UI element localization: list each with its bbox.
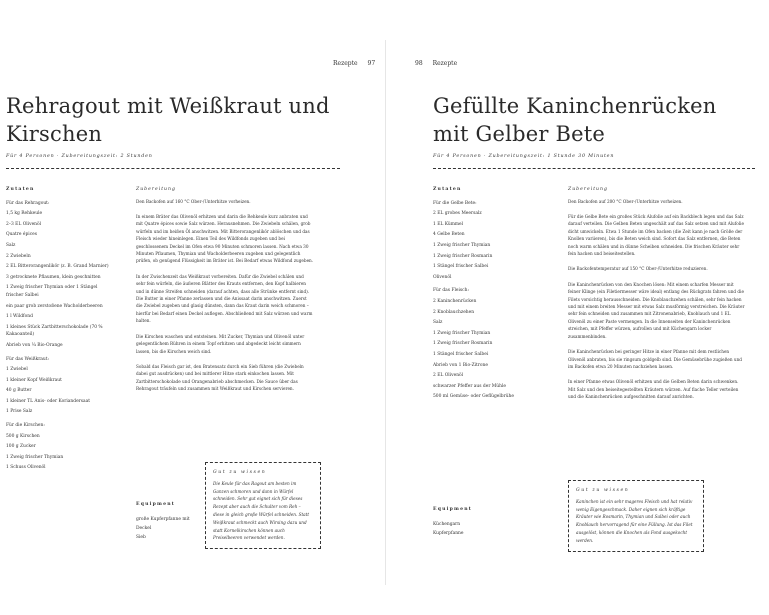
ingredient-item: 1 kleiner TL Anis- oder Koriandersaat (6, 398, 91, 404)
page-number: 98 (415, 60, 423, 67)
equipment-list (136, 515, 206, 542)
running-head-right (415, 60, 465, 67)
preparation-heading: Zubereitung (136, 187, 176, 192)
preparation-step: Die Backofentemperatur auf 150 °C Ober-/Unterhitze reduzieren. (568, 266, 708, 272)
page-number: 97 (367, 60, 376, 67)
preparation-step: In der Zwischenzeit das Weißkraut vorbereiten. Dafür die Zwiebel schälen und sehr fein würfeln, die äußeren Blätter des Krauts entfernen, den Kopf halbieren und in dünne Streifen schneiden (darauf achten, dass alle Strünke entfernt sind). Die Butter in einer Pfanne zerlassen und die Anissaat darin anschwitzen. Zuerst die Zwiebel zugeben und glasig dünsten, dann das Kraut darin weich schmoren – hierfür bei Bedarf einen Deckel auflegen. Abschließend mit Salz würzen und warm halten. (136, 273, 313, 324)
ingredient-item: 1 Zweig frischer Thymian (433, 330, 491, 336)
equipment-item: Sieb (136, 535, 146, 540)
ingredient-group-label: Für das Rehragout: (6, 200, 50, 206)
ingredient-item: 1 Stängel frischer Salbei (433, 351, 489, 357)
ingredient-item: ein paar grob zerstoßene Wacholderbeeren (6, 303, 103, 309)
ingredient-group (6, 422, 114, 472)
preparation-step: Für die Gelbe Bete ein großes Stück Alufolie auf ein Backblech legen und das Salz darauf verteilen. Die Gelben Beten ungeschält auf das Salz setzen und mit Alufolie dicht umwickeln. Etwa 1 Stunde im Ofen backen (die Zeit kann je nach Größe der Knollen variieren), bis die Beten weich sind. Sofort das Salz entfernen, die Beten noch warm schälen und in dünne Scheiben schneiden. Die frischen Kräuter sehr fein hacken und beiseitestellen. (568, 214, 744, 257)
equipment-item: Kupferpfanne (433, 531, 464, 536)
ingredients-column (433, 186, 541, 407)
ingredient-item: 3 getrocknete Pflaumen, klein geschnitten (6, 274, 101, 280)
ingredient-item: Quatre épices (6, 232, 38, 238)
ingredients-list (6, 200, 114, 472)
equipment-heading: Equipment (433, 507, 473, 512)
ingredient-item: 2 EL Bitterorangenlikör (z. B. Grand Marnier) (6, 264, 109, 270)
ingredient-group-label: Für die Kirschen: (6, 423, 45, 429)
ingredient-item: 1 kleiner Kopf Weißkraut (6, 377, 62, 383)
preparation-step: Die Kaninchenrücken von den Knochen lösen: Mit einem scharfen Messer mit feiner Klinge (ein Filetiermesser wäre ideal) entlang des Rückgrats fahren und die Filets vorsichtig herausschneiden. Die Knoblauchzehen schälen, sehr fein hacken und mit einem breiten Messer mit etwas Salz musförmig verstreichen. Die Kräuter sehr fein schneiden und zusammen mit Zitronenabrieb, Knoblauch und 1 EL Olivenöl zu einer Paste vermengen. In die Innenseiten der Kaninchenrücken streichen, mit Pfeffer würzen, aufrollen und mit Küchengarn locker zusammenbinden. (568, 281, 745, 339)
recipe-title-line2: Kirschen (6, 122, 103, 146)
ingredient-group (433, 287, 541, 401)
ingredient-item: 1 EL Kümmel (433, 221, 464, 227)
ingredient-item: schwarzer Pfeffer aus der Mühle (433, 383, 506, 389)
tip-heading: Gut zu wissen (576, 488, 630, 493)
ingredients-column (6, 186, 114, 478)
preparation-step: Die Kirschen waschen und entsteinen. Mit Zucker, Thymian und Olivenöl unter gelegentlichem Rühren in einem Topf erhitzen und abgedeckt leicht simmern lassen, bis die Kirschen weich sind. (136, 333, 305, 354)
ingredient-item: 4 Gelbe Beten (433, 232, 465, 238)
ingredient-item: 2–3 EL Olivenöl (6, 221, 42, 227)
ingredient-group-label: Für das Fleisch: (433, 288, 469, 294)
ingredient-item: 1 Stängel frischer Salbei (433, 264, 489, 270)
ingredient-group-label: Für das Weißkraut: (6, 356, 49, 362)
preparation-text (136, 198, 314, 393)
ingredient-item: 1 Prise Salz (6, 409, 33, 415)
running-head-label: Rezepte (333, 60, 358, 67)
preparation-step: Den Backofen auf 200 °C Ober-/Unterhitze vorheizen. (568, 198, 683, 204)
ingredient-item: 1 Zweig frischer Thymian (6, 454, 64, 460)
preparation-heading: Zubereitung (568, 187, 608, 192)
preparation-text (568, 198, 746, 401)
tip-box (568, 480, 704, 552)
ingredient-item: 1 Zweig frischer Rosmarin (433, 341, 493, 347)
preparation-step: In einer Pfanne etwas Olivenöl erhitzen und die Gelben Beten darin schwenken. Mit Salz und den beiseitegestellten Kräutern würzen. Auf flache Teller verteilen und die Kaninchenrücken aufgeschnitten darauf anrichten. (568, 379, 739, 400)
ingredient-item: 1,5 kg Rehkeule (6, 211, 43, 217)
ingredient-item: 2 Kaninchenrücken (433, 298, 477, 304)
preparation-column (136, 186, 314, 401)
preparation-column (568, 186, 746, 409)
ingredient-item: 1 kleines Stück Zartbitterschokolade (70 % Kakaoanteil) (6, 324, 103, 338)
ingredient-item: 100 g Zucker (6, 444, 36, 450)
ingredients-heading: Zutaten (433, 187, 462, 192)
recipe-subtitle: Für 4 Personen · Zubereitungszeit: 2 Stunden (6, 154, 153, 159)
ingredient-item: 500 g Kirschen (6, 433, 40, 439)
recipe-title (6, 92, 330, 148)
ingredient-item: 500 ml Gemüse- oder Geflügelbrühe (433, 394, 514, 400)
title-rule (433, 168, 755, 169)
preparation-step: Sobald das Fleisch gar ist, den Bratensatz durch ein Sieb führen (die Zwiebeln dabei gut ausdrücken) und bei mittlerer Hitze stark einkochen lassen. Mit Zartbitterschokolade und Orangenabrieb abschmecken. Die Sauce über das Rehragout träufeln und zusammen mit Weißkraut und Kirschen servieren. (136, 363, 304, 392)
ingredient-item: 1 Zwiebel (6, 367, 28, 373)
ingredient-group (6, 200, 114, 350)
equipment-block (433, 505, 503, 538)
ingredient-item: Salz (433, 320, 443, 326)
ingredient-item: Abrieb von 1 Bio-Zitrone (433, 362, 488, 368)
tip-box (205, 462, 321, 549)
ingredients-list (433, 200, 541, 401)
ingredient-item: Salz (6, 242, 16, 248)
ingredient-item: 1 l Wildfond (6, 314, 33, 320)
recipe-title (433, 92, 717, 148)
tip-heading: Gut zu wissen (213, 470, 267, 475)
ingredient-item: Olivenöl (433, 274, 452, 280)
page-right (385, 0, 769, 615)
running-head-label: Rezepte (432, 60, 458, 67)
equipment-item: Küchengarn (433, 522, 461, 527)
equipment-heading: Equipment (136, 502, 176, 507)
ingredient-item: 1 Schuss Olivenöl (6, 465, 46, 471)
ingredient-group (433, 200, 541, 282)
ingredient-item: 1 Zweig frischer Rosmarin (433, 253, 493, 259)
preparation-step: Die Kaninchenrücken bei geringer Hitze in einer Pfanne mit dem restlichen Olivenöl anbraten, bis sie ringsum goldgelb sind. Die Gemüsebrühe zugießen und im Backofen etwa 20 Minuten nachziehen lassen. (568, 349, 742, 369)
equipment-item: große Kupferpfanne mit Deckel (136, 517, 190, 531)
ingredient-item: 1 Zweig frischer Thymian oder 1 Stängel frischer Salbei (6, 285, 98, 298)
ingredient-item: 2 Zwiebeln (6, 253, 31, 259)
running-head-left (333, 60, 383, 67)
tip-text: Die Keule für das Ragout am besten im Ganzen schmoren und dann in Würfel schneiden. Sehr gut eignet sich für dieses Rezept aber auch die Schulter vom Reh – diese in gleich große Würfel schneiden. Statt Weißkraut schmeckt auch Wirsing dazu und statt Kornelkirschen können auch Preiselbeeren verwendet werden. (213, 480, 310, 541)
equipment-block (136, 500, 206, 542)
ingredient-item: Abrieb von ¼ Bio-Orange (6, 342, 63, 348)
recipe-title-line1: Rehragout mit Weißkraut und (6, 94, 330, 118)
tip-text: Kaninchen ist ein sehr mageres Fleisch und hat relativ wenig Eigengeschmack. Daher eignen sich kräftige Kräuter wie Rosmarin, Thymian und Salbei oder auch Knoblauch hervorragend für eine Füllung. Ist das Filet ausgelöst, können die Knochen als Fond ausgekocht werden. (576, 498, 693, 543)
preparation-step: In einem Bräter das Olivenöl erhitzen und darin die Rehkeule kurz anbraten und mit Quatre épices sowie Salz würzen. Herausnehmen. Die Zwiebeln schälen, grob würfeln und im heißen Öl anschwitzen. Mit Bitterorangenlikör ablöschen und das Fleisch wieder hineinlegen. Einen Teil des Wildfonds zugeben und bei geschlossenem Deckel im Ofen etwa 90 Minuten schmoren lassen. Nach etwa 30 Minuten Pflaumen, Thymian und Wacholderbeeren zugeben und gelegentlich prüfen, ob genügend Flüssigkeit im Bräter ist. Bei Bedarf etwas Wildfond zugeben. (136, 214, 314, 264)
title-rule (6, 168, 340, 169)
equipment-list (433, 520, 503, 538)
recipe-title-line1: Gefüllte Kaninchenrücken (433, 94, 717, 118)
ingredient-group (6, 356, 114, 417)
recipe-subtitle: Für 4 Personen · Zubereitungszeit: 1 Stunde 30 Minuten (433, 154, 615, 159)
preparation-step: Den Backofen auf 160 °C Ober-/Unterhitze vorheizen. (136, 198, 251, 204)
ingredient-group-label: Für die Gelbe Bete: (433, 200, 477, 206)
ingredients-heading: Zutaten (6, 187, 35, 192)
ingredient-item: 40 g Butter (6, 388, 32, 394)
ingredient-item: 2 EL grobes Meersalz (433, 211, 482, 217)
ingredient-item: 1 Zweig frischer Thymian (433, 242, 491, 248)
ingredient-item: 2 Knoblauchzehen (433, 309, 475, 315)
recipe-title-line2: mit Gelber Bete (433, 122, 605, 146)
ingredient-item: 2 EL Olivenöl (433, 373, 464, 379)
